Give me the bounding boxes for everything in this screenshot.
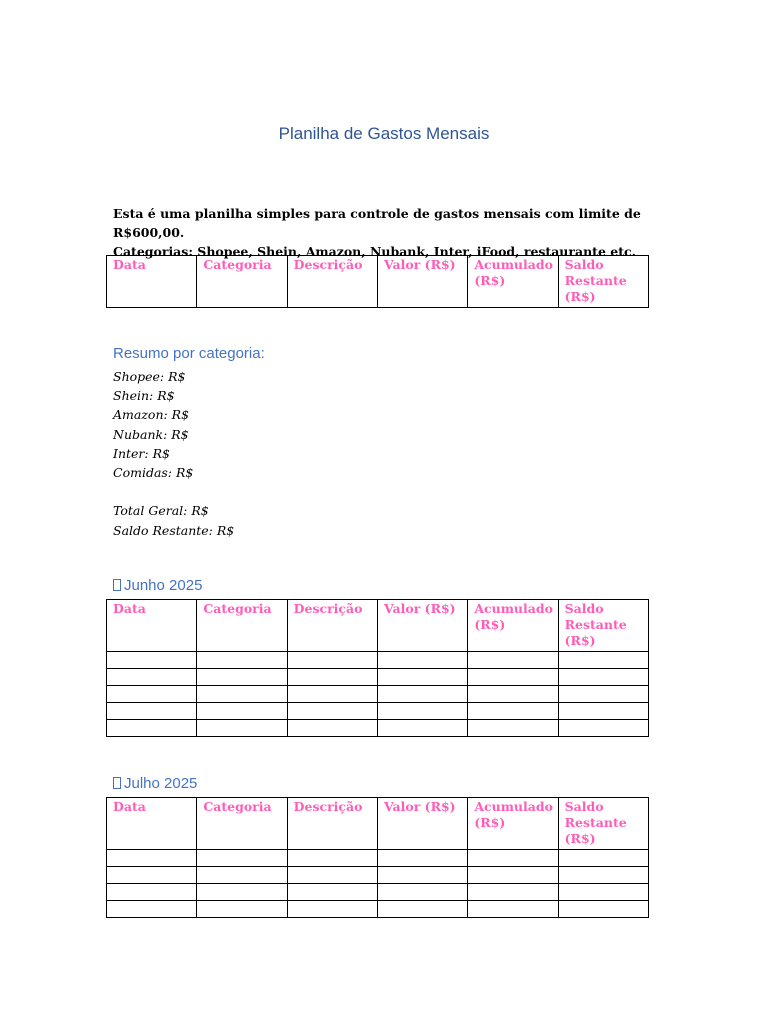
table-cell[interactable] — [197, 867, 287, 884]
table-cell[interactable] — [287, 867, 377, 884]
header-categoria: Categoria — [197, 798, 287, 850]
header-descricao: Descrição — [287, 600, 377, 652]
table-cell[interactable] — [558, 652, 648, 669]
page-title: Planilha de Gastos Mensais — [278, 124, 490, 143]
table-cell[interactable] — [197, 884, 287, 901]
table-cell[interactable] — [287, 884, 377, 901]
table-row — [107, 850, 649, 867]
table-cell[interactable] — [197, 850, 287, 867]
table-cell[interactable] — [377, 669, 467, 686]
table-header-row — [107, 256, 649, 308]
table-cell[interactable] — [558, 720, 648, 737]
header-acumulado: Acumulado (R$) — [468, 256, 558, 308]
table-cell[interactable] — [377, 652, 467, 669]
header-acumulado: Acumulado (R$) — [468, 600, 558, 652]
table-row — [107, 686, 649, 703]
table-cell[interactable] — [468, 669, 558, 686]
table-cell[interactable] — [558, 669, 648, 686]
table-cell[interactable] — [468, 703, 558, 720]
table-cell[interactable] — [558, 901, 648, 918]
table-cell[interactable] — [287, 686, 377, 703]
julho-expense-table — [106, 797, 649, 918]
table-cell[interactable] — [107, 867, 197, 884]
table-cell[interactable] — [468, 901, 558, 918]
summary-total-geral: Total Geral: R$ — [113, 503, 209, 519]
header-categoria: Categoria — [197, 256, 287, 308]
table-cell[interactable] — [197, 686, 287, 703]
intro-line-2: Categorias: Shopee, Shein, Amazon, Nubank, Inter, iFood, restaurante etc. — [113, 244, 636, 259]
table-cell[interactable] — [287, 850, 377, 867]
month-heading-junho — [113, 577, 202, 594]
header-categoria: Categoria — [197, 600, 287, 652]
table-cell[interactable] — [107, 703, 197, 720]
table-cell[interactable] — [107, 686, 197, 703]
table-cell[interactable] — [377, 901, 467, 918]
table-cell[interactable] — [197, 703, 287, 720]
summary-item-inter: Inter: R$ — [113, 445, 170, 461]
month-label-julho: Julho 2025 — [124, 775, 198, 792]
table-row — [107, 652, 649, 669]
header-data: Data — [107, 798, 197, 850]
table-cell[interactable] — [107, 884, 197, 901]
table-cell[interactable] — [197, 720, 287, 737]
table-cell[interactable] — [377, 884, 467, 901]
summary-list — [113, 367, 234, 540]
month-heading-julho — [113, 775, 197, 792]
header-saldo-restante: Saldo Restante (R$) — [558, 256, 648, 308]
summary-item-shein: Shein: R$ — [113, 388, 175, 404]
table-cell[interactable] — [287, 901, 377, 918]
table-row — [107, 703, 649, 720]
table-cell[interactable] — [468, 652, 558, 669]
table-cell[interactable] — [107, 720, 197, 737]
table-row — [107, 867, 649, 884]
table-cell[interactable] — [287, 652, 377, 669]
table-cell[interactable] — [377, 686, 467, 703]
table-cell[interactable] — [287, 703, 377, 720]
table-cell[interactable] — [197, 652, 287, 669]
table-cell[interactable] — [377, 703, 467, 720]
summary-item-nubank: Nubank: R$ — [113, 426, 189, 442]
table-header-row — [107, 798, 649, 850]
table-cell[interactable] — [107, 901, 197, 918]
table-cell[interactable] — [377, 867, 467, 884]
table-row — [107, 884, 649, 901]
header-descricao: Descrição — [287, 798, 377, 850]
table-cell[interactable] — [107, 652, 197, 669]
table-cell[interactable] — [468, 720, 558, 737]
table-header-row — [107, 600, 649, 652]
header-acumulado: Acumulado (R$) — [468, 798, 558, 850]
table-cell[interactable] — [377, 850, 467, 867]
table-cell[interactable] — [377, 720, 467, 737]
header-data: Data — [107, 256, 197, 308]
table-cell[interactable] — [197, 901, 287, 918]
main-expense-table — [106, 255, 649, 308]
table-cell[interactable] — [468, 884, 558, 901]
table-cell[interactable] — [468, 686, 558, 703]
table-cell[interactable] — [558, 850, 648, 867]
table-cell[interactable] — [468, 850, 558, 867]
header-descricao: Descrição — [287, 256, 377, 308]
summary-item-comidas: Comidas: R$ — [113, 465, 194, 481]
table-cell[interactable] — [558, 867, 648, 884]
header-saldo-restante: Saldo Restante (R$) — [558, 798, 648, 850]
header-valor: Valor (R$) — [377, 256, 467, 308]
table-cell[interactable] — [197, 669, 287, 686]
summary-item-shopee: Shopee: R$ — [113, 369, 186, 384]
intro-line-1: Esta é uma planilha simples para controle de gastos mensais com limite de R$600,00. — [113, 206, 641, 240]
header-valor: Valor (R$) — [377, 600, 467, 652]
month-label-junho: Junho 2025 — [124, 577, 203, 594]
header-valor: Valor (R$) — [377, 798, 467, 850]
table-row — [107, 669, 649, 686]
table-cell[interactable] — [107, 850, 197, 867]
calendar-icon — [113, 579, 121, 591]
table-cell[interactable] — [107, 669, 197, 686]
summary-spacer — [113, 482, 234, 501]
header-saldo-restante: Saldo Restante (R$) — [558, 600, 648, 652]
table-row — [107, 720, 649, 737]
header-data: Data — [107, 600, 197, 652]
summary-item-amazon: Amazon: R$ — [113, 407, 190, 423]
table-cell[interactable] — [468, 867, 558, 884]
calendar-icon — [113, 777, 121, 789]
table-cell[interactable] — [558, 884, 648, 901]
table-cell[interactable] — [558, 686, 648, 703]
table-cell[interactable] — [287, 669, 377, 686]
table-cell[interactable] — [558, 703, 648, 720]
summary-heading: Resumo por categoria: — [113, 345, 265, 362]
table-row — [107, 901, 649, 918]
junho-expense-table — [106, 599, 649, 737]
intro-text — [113, 204, 673, 261]
table-cell[interactable] — [287, 720, 377, 737]
summary-saldo-restante: Saldo Restante: R$ — [113, 522, 235, 538]
